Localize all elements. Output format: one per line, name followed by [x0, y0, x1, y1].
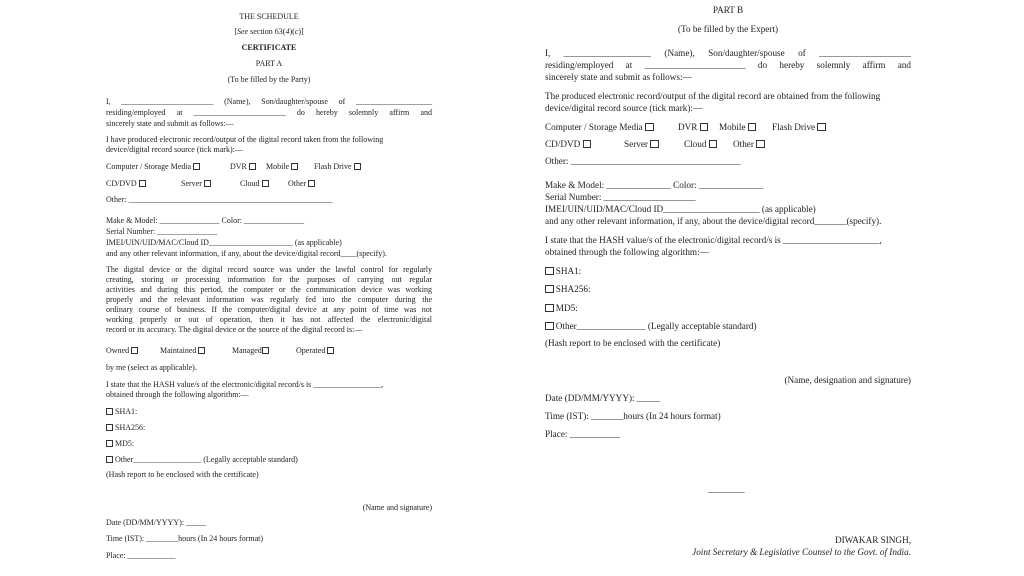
schedule-heading: THE SCHEDULE [239, 12, 299, 21]
control-paragraph-line: The digital device or the digital record source was under the lawful control for regularly [106, 265, 432, 274]
device-option-other[interactable]: Other [288, 179, 315, 189]
control-paragraph-line: working properly or out of operation, then it has not affected the electronic/digital [106, 315, 432, 324]
control-paragraph-line: creating, storing or processing information for the purposes of carrying out regular [106, 275, 432, 284]
time-field[interactable]: Time (IST): ________hours (In 24 hours format) [106, 534, 264, 543]
device-option-server[interactable]: Server [624, 139, 659, 151]
checkbox[interactable] [545, 322, 554, 331]
device-option-flash-drive[interactable]: Flash Drive [314, 162, 361, 172]
checkbox[interactable] [748, 123, 757, 132]
checkbox[interactable] [645, 123, 654, 132]
checkbox[interactable] [131, 347, 138, 354]
expert-line-1: I, ___________________ (Name), Son/daughter/spouse of ____________________ [545, 48, 911, 58]
checkbox[interactable] [700, 123, 709, 132]
checkbox[interactable] [262, 180, 269, 187]
serial-number-field[interactable]: Serial Number: _______________ [106, 227, 218, 236]
checkbox[interactable] [327, 347, 334, 354]
checkbox[interactable] [650, 140, 659, 149]
checkbox[interactable] [545, 304, 554, 313]
control-option-managed[interactable]: Managed [232, 346, 269, 356]
device-option-cloud[interactable]: Cloud [684, 139, 717, 151]
control-paragraph-line: activities and during this period, the computer or the communication device was working [106, 285, 432, 294]
device-option-dvr[interactable]: DVR [678, 122, 708, 134]
checkbox[interactable] [139, 180, 146, 187]
checkbox[interactable] [204, 180, 211, 187]
checkbox[interactable] [262, 347, 269, 354]
date-field[interactable]: Date (DD/MM/YYYY): _____ [106, 518, 206, 527]
device-option-computer[interactable]: Computer / Storage Media [545, 122, 654, 134]
other-device-field[interactable]: Other: _____________________________________ [545, 156, 741, 166]
section-reference: [See section 63(4)(c)] [234, 27, 304, 36]
expert-line-2: residing/employed at ______________________ do hereby solemnly affirm and [545, 60, 911, 70]
checkbox[interactable] [709, 140, 718, 149]
algo-option-other[interactable]: Other_______________ (Legally acceptable standard) [545, 321, 911, 333]
algo-option-sha1[interactable]: SHA1: [545, 266, 911, 278]
part-b-subheading: (To be filled by the Expert) [677, 24, 779, 34]
checkbox[interactable] [106, 408, 113, 415]
hash-statement-line-1: I state that the HASH value/s of the electronic/digital record/s is _________________, [106, 380, 384, 389]
select-applicable-note: by me (select as applicable). [106, 363, 197, 372]
algo-option-sha1[interactable]: SHA1: [106, 407, 432, 417]
checkbox[interactable] [545, 267, 554, 276]
signatory-designation: Joint Secretary & Legislative Counsel to the Govt. of India. [692, 547, 911, 557]
produced-line-1: The produced electronic record/output of the digital record are obtained from the following [545, 91, 881, 101]
hash-report-note: (Hash report to be enclosed with the certificate) [106, 470, 259, 479]
certificate-title: CERTIFICATE [241, 43, 297, 52]
checkbox[interactable] [106, 456, 113, 463]
device-option-mobile[interactable]: Mobile [266, 162, 298, 172]
control-paragraph-line: properly and the relevant information was regularly fed into the computer during the [106, 295, 432, 304]
relevant-info-field[interactable]: and any other relevant information, if any, about the device/digital record_______(specify). [545, 216, 882, 226]
control-option-maintained[interactable]: Maintained [160, 346, 205, 356]
device-option-cloud[interactable]: Cloud [240, 179, 269, 189]
device-option-dvr[interactable]: DVR [230, 162, 256, 172]
part-a-heading: PART A [255, 59, 283, 68]
part-b-heading: PART B [712, 5, 744, 15]
place-field[interactable]: Place: ____________ [106, 551, 176, 560]
produced-line-1: I have produced electronic record/output of the digital record taken from the following [106, 135, 384, 144]
declarant-line-2: residing/employed at _______________________ do hereby solemnly affirm and [106, 108, 432, 117]
make-model-field[interactable]: Make & Model: _______________ Color: _______________ [106, 216, 304, 225]
algo-option-md5[interactable]: MD5: [545, 303, 911, 315]
expert-line-3: sincerely state and submit as follows:— [545, 72, 692, 82]
declarant-line-1: I, _______________________ (Name), Son/daughter/spouse of ___________________ [106, 97, 432, 106]
algo-option-sha256[interactable]: SHA256: [545, 284, 911, 296]
checkbox[interactable] [291, 163, 298, 170]
checkbox[interactable] [817, 123, 826, 132]
checkbox[interactable] [249, 163, 256, 170]
checkbox[interactable] [308, 180, 315, 187]
checkbox[interactable] [193, 163, 200, 170]
section-divider: ________ [708, 484, 745, 494]
place-field[interactable]: Place: ___________ [545, 429, 621, 439]
produced-line-2: device/digital record source (tick mark):— [545, 103, 703, 113]
make-model-field[interactable]: Make & Model: ______________ Color: ______________ [545, 180, 764, 190]
device-option-server[interactable]: Server [181, 179, 211, 189]
relevant-info-field[interactable]: and any other relevant information, if any, about the device/digital record____(specify). [106, 249, 387, 258]
checkbox[interactable] [354, 163, 361, 170]
control-option-operated[interactable]: Operated [296, 346, 334, 356]
algo-option-sha256[interactable]: SHA256: [106, 423, 432, 433]
device-option-mobile[interactable]: Mobile [719, 122, 756, 134]
declarant-line-3: sincerely state and submit as follows:— [106, 119, 234, 128]
produced-line-2: device/digital record source (tick mark):— [106, 145, 243, 154]
checkbox[interactable] [198, 347, 205, 354]
checkbox[interactable] [545, 285, 554, 294]
checkbox[interactable] [106, 440, 113, 447]
imei-field[interactable]: IMEI/UIN/UID/MAC/Cloud ID_____________________ (as applicable) [545, 204, 816, 214]
algo-option-other[interactable]: Other_________________ (Legally acceptable standard) [106, 455, 432, 465]
time-field[interactable]: Time (IST): _______hours (In 24 hours format) [545, 411, 721, 421]
control-option-owned[interactable]: Owned [106, 346, 138, 356]
device-option-cd-dvd[interactable]: CD/DVD [106, 179, 146, 189]
control-paragraph-line: record or its accuracy. The digital device or the source of the digital record is:— [106, 325, 363, 334]
checkbox[interactable] [583, 140, 592, 149]
hash-statement-line-2: obtained through the following algorithm:— [545, 247, 709, 257]
hash-statement-line-1: I state that the HASH value/s of the electronic/digital record/s is _____________________, [545, 235, 882, 245]
control-paragraph-line: ordinary course of business. If the computer/digital device at any point of time was not [106, 305, 432, 314]
part-a-subheading: (To be filled by the Party) [227, 75, 311, 84]
device-option-other[interactable]: Other [733, 139, 765, 151]
device-option-cd-dvd[interactable]: CD/DVD [545, 139, 591, 151]
checkbox[interactable] [756, 140, 765, 149]
hash-statement-line-2: obtained through the following algorithm:— [106, 390, 249, 399]
other-device-field[interactable]: Other: ___________________________________________________ [106, 195, 333, 204]
checkbox[interactable] [106, 424, 113, 431]
signatory-name: DIWAKAR SINGH, [834, 535, 911, 545]
serial-number-field[interactable]: Serial Number: ____________________ [545, 192, 696, 202]
device-option-computer[interactable]: Computer / Storage Media [106, 162, 200, 172]
name-designation-signature-label: (Name, designation and signature) [784, 375, 911, 385]
algo-option-md5[interactable]: MD5: [106, 439, 432, 449]
device-option-flash-drive[interactable]: Flash Drive [772, 122, 826, 134]
imei-field[interactable]: IMEI/UIN/UID/MAC/Cloud ID_____________________ (as applicable) [106, 238, 342, 247]
name-signature-label: (Name and signature) [362, 503, 432, 512]
date-field[interactable]: Date (DD/MM/YYYY): _____ [545, 393, 660, 403]
hash-report-note: (Hash report to be enclosed with the certificate) [545, 338, 721, 348]
